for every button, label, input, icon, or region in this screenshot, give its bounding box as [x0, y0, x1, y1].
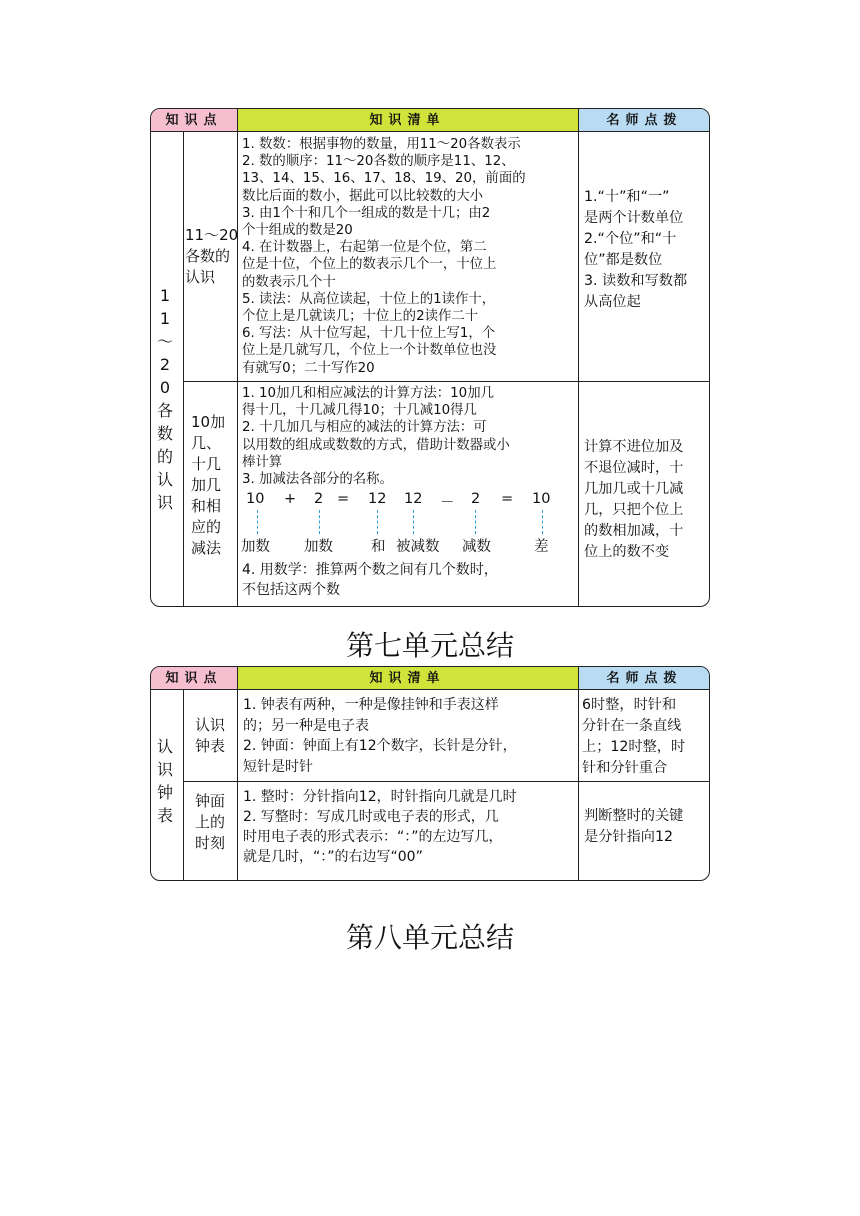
main-topic-text: 11～20各数的认识	[157, 286, 174, 512]
tip-11-20-numbers: 1.“十”和“一” 是两个计数单位 2.“个位”和“十 位”都是数位 3. 读数和写数都 从高位起	[584, 189, 688, 310]
content-11-20-numbers: 1. 数数：根据事物的数量，用11～20各数表示 2. 数的顺序：11～20各数的顺序是11、12、 13、14、15、16、17、18、19、20，前面的 数比后面的数小，据此可以比较数的大小 3. 由1个十和几个一组成的数是十几；由2 个十组成的数是20 4. 在计数器上，右起第一位是个位，第二 位是十位，个位上的数表示几个一，十位上 的数表示几个十 5. 读法：从高位读起，十位上的1读作十， 个位上是几就读几；十位上的2读作二十 6. 写法：从十位写起，十几十位上写1，个 位上是几就写几，个位上一个计数单位也没 有就写0；二十写作20	[242, 137, 526, 376]
eq-label: 减数	[462, 539, 491, 555]
unit7-summary-table	[150, 666, 710, 881]
header-knowledge-point: 知识点	[151, 109, 237, 132]
eq-label: 加数	[241, 539, 270, 555]
eq-token: 12	[368, 491, 387, 507]
eq-token: 12	[404, 491, 423, 507]
topic-know-clock: 认识 钟表	[195, 716, 226, 755]
unit6-summary-table	[150, 108, 710, 607]
header-knowledge-list: 知识清单	[237, 109, 578, 132]
main-topic	[157, 284, 177, 514]
header-knowledge-point: 知识点	[151, 667, 237, 690]
topic-addition-subtraction: 10加 几、 十几 加几 和相 应的 减法	[191, 413, 226, 557]
unit8-heading: 第八单元总结	[345, 921, 514, 954]
main-topic-text: 认识钟表	[157, 737, 174, 825]
eq-token: 10	[246, 491, 265, 507]
content-use-math: 4. 用数学：推算两个数之间有几个数时， 不包括这两个数	[242, 562, 498, 598]
main-topic	[157, 735, 177, 827]
eq-token: =	[501, 491, 514, 507]
eq-token: 10	[532, 491, 551, 507]
topic-clock-time: 钟面 上的 时刻	[195, 792, 226, 852]
eq-label: 差	[534, 539, 549, 555]
eq-token: +	[284, 491, 297, 507]
header-teacher-tips: 名师点拨	[578, 667, 710, 690]
tip-clock-time: 判断整时的关键 是分针指向12	[584, 808, 684, 845]
header-knowledge-list: 知识清单	[237, 667, 578, 690]
eq-token: －	[440, 495, 455, 511]
eq-token: =	[337, 491, 350, 507]
eq-label: 被减数	[396, 539, 440, 555]
eq-token: 2	[471, 491, 481, 507]
topic-11-20-numbers: 11～20 各数的 认识	[185, 226, 239, 286]
eq-token: 2	[314, 491, 324, 507]
eq-label: 和	[371, 539, 386, 555]
tip-addition-subtraction: 计算不进位加及 不退位减时，十 几加几或十几减 几，只把个位上 的数相加减，十 位上的数不变	[584, 439, 684, 560]
tip-know-clock: 6时整，时针和 分针在一条直线 上；12时整，时 针和分针重合	[582, 697, 686, 776]
content-know-clock: 1. 钟表有两种，一种是像挂钟和手表这样 的；另一种是电子表 2. 钟面：钟面上有12个数字，长针是分针， 短针是时针	[243, 697, 517, 775]
content-clock-time: 1. 整时：分针指向12，时针指向几就是几时 2. 写整时：写成几时或电子表的形式，几 时用电子表的形式表示：“：”的左边写几， 就是几时，“：”的右边写“00”	[243, 789, 517, 865]
unit7-heading: 第七单元总结	[345, 629, 514, 662]
header-teacher-tips: 名师点拨	[578, 109, 710, 132]
content-addition-subtraction: 1. 10加几和相应减法的计算方法：10加几 得十几，十几减几得10；十几减10得几 2. 十几加几与相应的减法的计算方法：可 以用数的组成或数数的方式，借助计数器或小 棒计算 3. 加减法各部分的名称。	[242, 386, 510, 488]
eq-label: 加数	[304, 539, 333, 555]
